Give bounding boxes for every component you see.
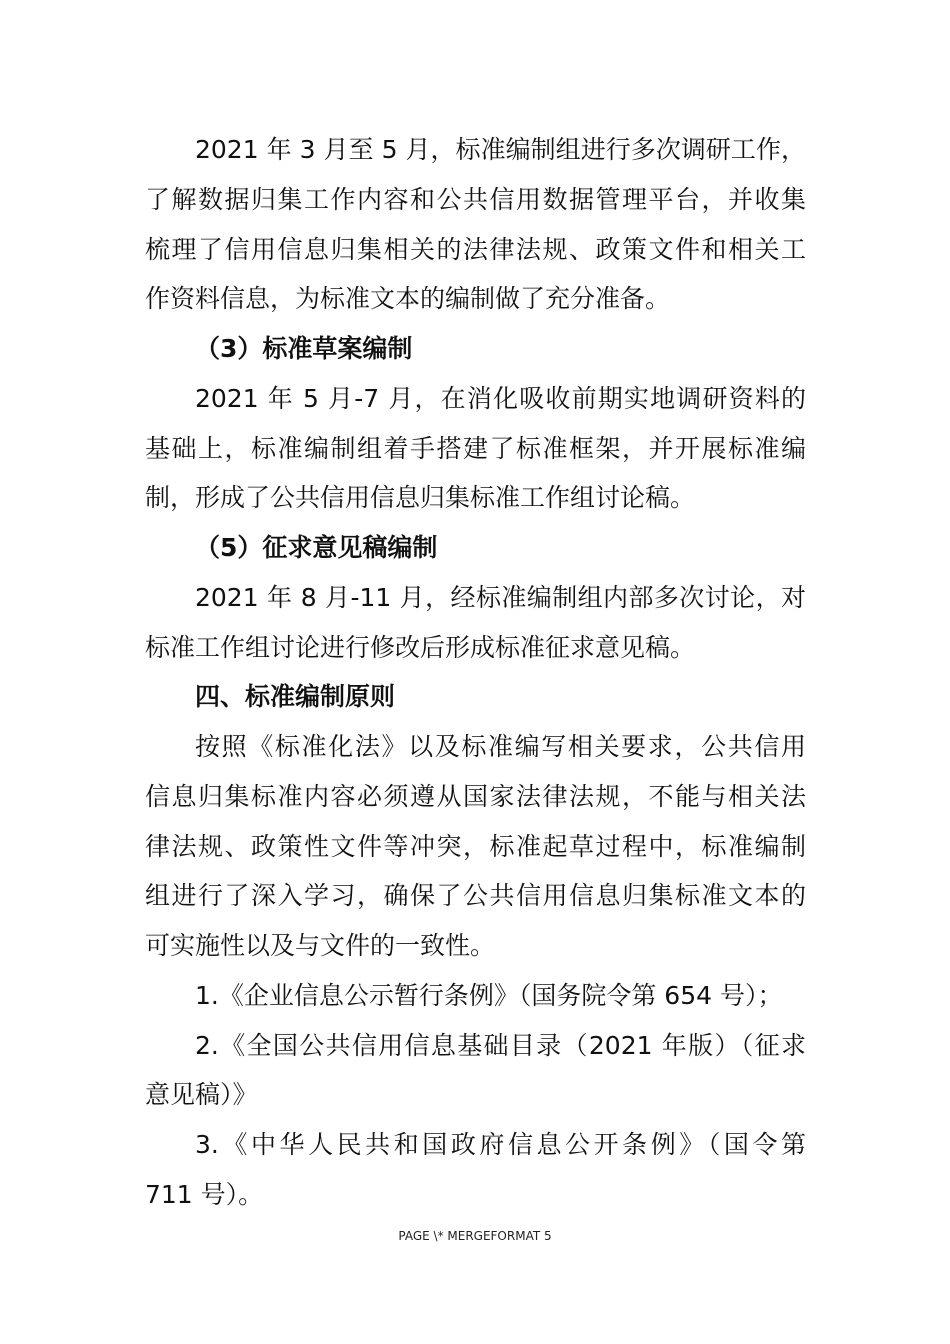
paragraph — [145, 971, 806, 1021]
text-line: 制，形成了公共信用信息归集标准工作组讨论稿。 — [145, 483, 696, 513]
text-line: 律法规、政策性文件等冲突，标准起草过程中，标准编制 — [145, 831, 806, 861]
text-line: 711 号）。 — [145, 1179, 264, 1209]
text-line: （3）标准草案编制 — [195, 334, 413, 363]
text-line: 作资料信息，为标准文本的编制做了充分准备。 — [145, 284, 671, 314]
text-line: 2021 年 8 月-11 月，经标准编制组内部多次讨论，对 — [195, 582, 806, 612]
text-line: 2021 年 5 月-7 月，在消化吸收前期实地调研资料的 — [195, 383, 806, 413]
text-line: 3.《中华人民共和国政府信息公开条例》（国令第 — [195, 1130, 806, 1159]
document-body — [145, 125, 806, 1220]
page-footer: PAGE \* MERGEFORMAT 5 — [398, 1229, 552, 1243]
text-line: 基础上，标准编制组着手搭建了标准框架，并开展标准编 — [145, 433, 806, 463]
section-heading — [145, 672, 806, 722]
section-heading — [145, 523, 806, 573]
text-line: 2.《全国公共信用信息基础目录（2021 年版）（征求 — [195, 1030, 806, 1060]
paragraph — [145, 1120, 806, 1220]
text-line: 组进行了深入学习，确保了公共信用信息归集标准文本的 — [145, 881, 806, 911]
text-line: 梳理了信用信息归集相关的法律法规、政策文件和相关工 — [145, 234, 806, 264]
paragraph — [145, 374, 806, 523]
paragraph — [145, 125, 806, 324]
paragraph — [145, 573, 806, 673]
text-line: 按照《标准化法》以及标准编写相关要求，公共信用 — [195, 732, 806, 761]
text-line: 标准工作组讨论进行修改后形成标准征求意见稿。 — [145, 632, 696, 662]
text-line: 2021 年 3 月至 5 月，标准编制组进行多次调研工作， — [195, 135, 806, 164]
text-line: 1.《企业信息公示暂行条例》（国务院令第 654 号）； — [195, 980, 783, 1010]
text-line: 了解数据归集工作内容和公共信用数据管理平台，并收集 — [145, 184, 806, 214]
text-line: 意见稿）》 — [145, 1080, 258, 1110]
text-line: 四、标准编制原则 — [195, 682, 396, 712]
paragraph — [145, 1021, 806, 1121]
text-line: 信息归集标准内容必须遵从国家法律法规，不能与相关法 — [145, 781, 806, 811]
section-heading — [145, 324, 806, 374]
paragraph — [145, 722, 806, 971]
text-line: （5）征求意见稿编制 — [195, 533, 438, 562]
text-line: 可实施性以及与文件的一致性。 — [145, 931, 496, 960]
